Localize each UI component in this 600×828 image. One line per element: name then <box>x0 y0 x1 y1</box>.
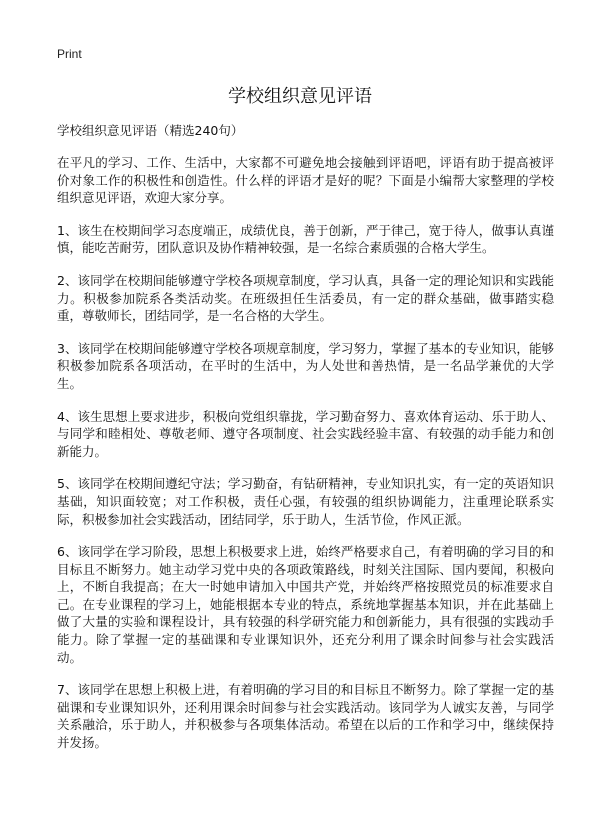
paragraph-5: 5、该同学在校期间遵纪守法；学习勤奋，有钻研精神，专业知识扎实，有一定的英语知识基础，知识面较宽；对工作积极，责任心强，有较强的组织协调能力，注重理论联系实际，积极参加社会实践活动，团结同学，乐于助人，生活节俭，作风正派。 <box>57 476 554 527</box>
paragraph-4: 4、该生思想上要求进步，积极向党组织靠拢，学习勤奋努力、喜欢体育运动、乐于助人、与同学和睦相处、尊敬老师、遵守各项制度、社会实践经验丰富、有较强的动手能力和创新能力。 <box>57 408 554 459</box>
print-label: Print <box>57 47 82 61</box>
paragraph-intro: 在平凡的学习、工作、生活中，大家都不可避免地会接触到评语吧，评语有助于提高被评价对象工作的积极性和创造性。什么样的评语才是好的呢？下面是小编帮大家整理的学校组织意见评语，欢迎大家分享。 <box>57 155 554 206</box>
page-title: 学校组织意见评语 <box>228 86 372 107</box>
paragraph-2: 2、该同学在校期间能够遵守学校各项规章制度，学习认真，具备一定的理论知识和实践能力。积极参加院系各类活动奖。在班级担任生活委员，有一定的群众基础，做事踏实稳重，尊敬师长，团结同学，是一名合格的大学生。 <box>57 272 554 324</box>
paragraph-3: 3、该同学在校期间能够遵守学校各项规章制度，学习努力，掌握了基本的专业知识，能够积极参加院系各项活动，在平时的生活中，为人处世和善热情，是一名品学兼优的大学生。 <box>57 340 554 391</box>
document-subtitle: 学校组织意见评语（精选240句） <box>57 123 244 138</box>
paragraph-1: 1、该生在校期间学习态度端正，成绩优良，善于创新，严于律己，宽于待人，做事认真谨慎，能吃苦耐劳，团队意识及协作精神较强，是一名综合素质强的合格大学生。 <box>57 222 554 256</box>
paragraph-7: 7、该同学在思想上积极上进，有着明确的学习目的和目标且不断努力。除了掌握一定的基础课和专业课知识外，还利用课余时间参与社会实践活动。该同学为人诚实友善，与同学关系融洽，乐于助人，并积极参与各项集体活动。希望在以后的工作和学习中，继续保持并发扬。 <box>57 682 554 751</box>
paragraph-6: 6、该同学在学习阶段，思想上积极要求上进，始终严格要求自己，有着明确的学习目的和目标且不断努力。她主动学习党中央的各项政策路线，时刻关注国际、国内要闻，积极向上，不断自我提高；在大一时她申请加入中国共产党，并始终严格按照党员的标准要求自己。在专业课程的学习上，她能根据本专业的特点，系统地掌握基本知识，并在此基础上做了大量的实验和课程设计，具有较强的科学研究能力和创新能力，具有很强的实践动手能力。除了掌握一定的基础课和专业课知识外，还充分利用了课余时间参与社会实践活动。 <box>57 544 554 665</box>
document-body <box>57 122 554 767</box>
